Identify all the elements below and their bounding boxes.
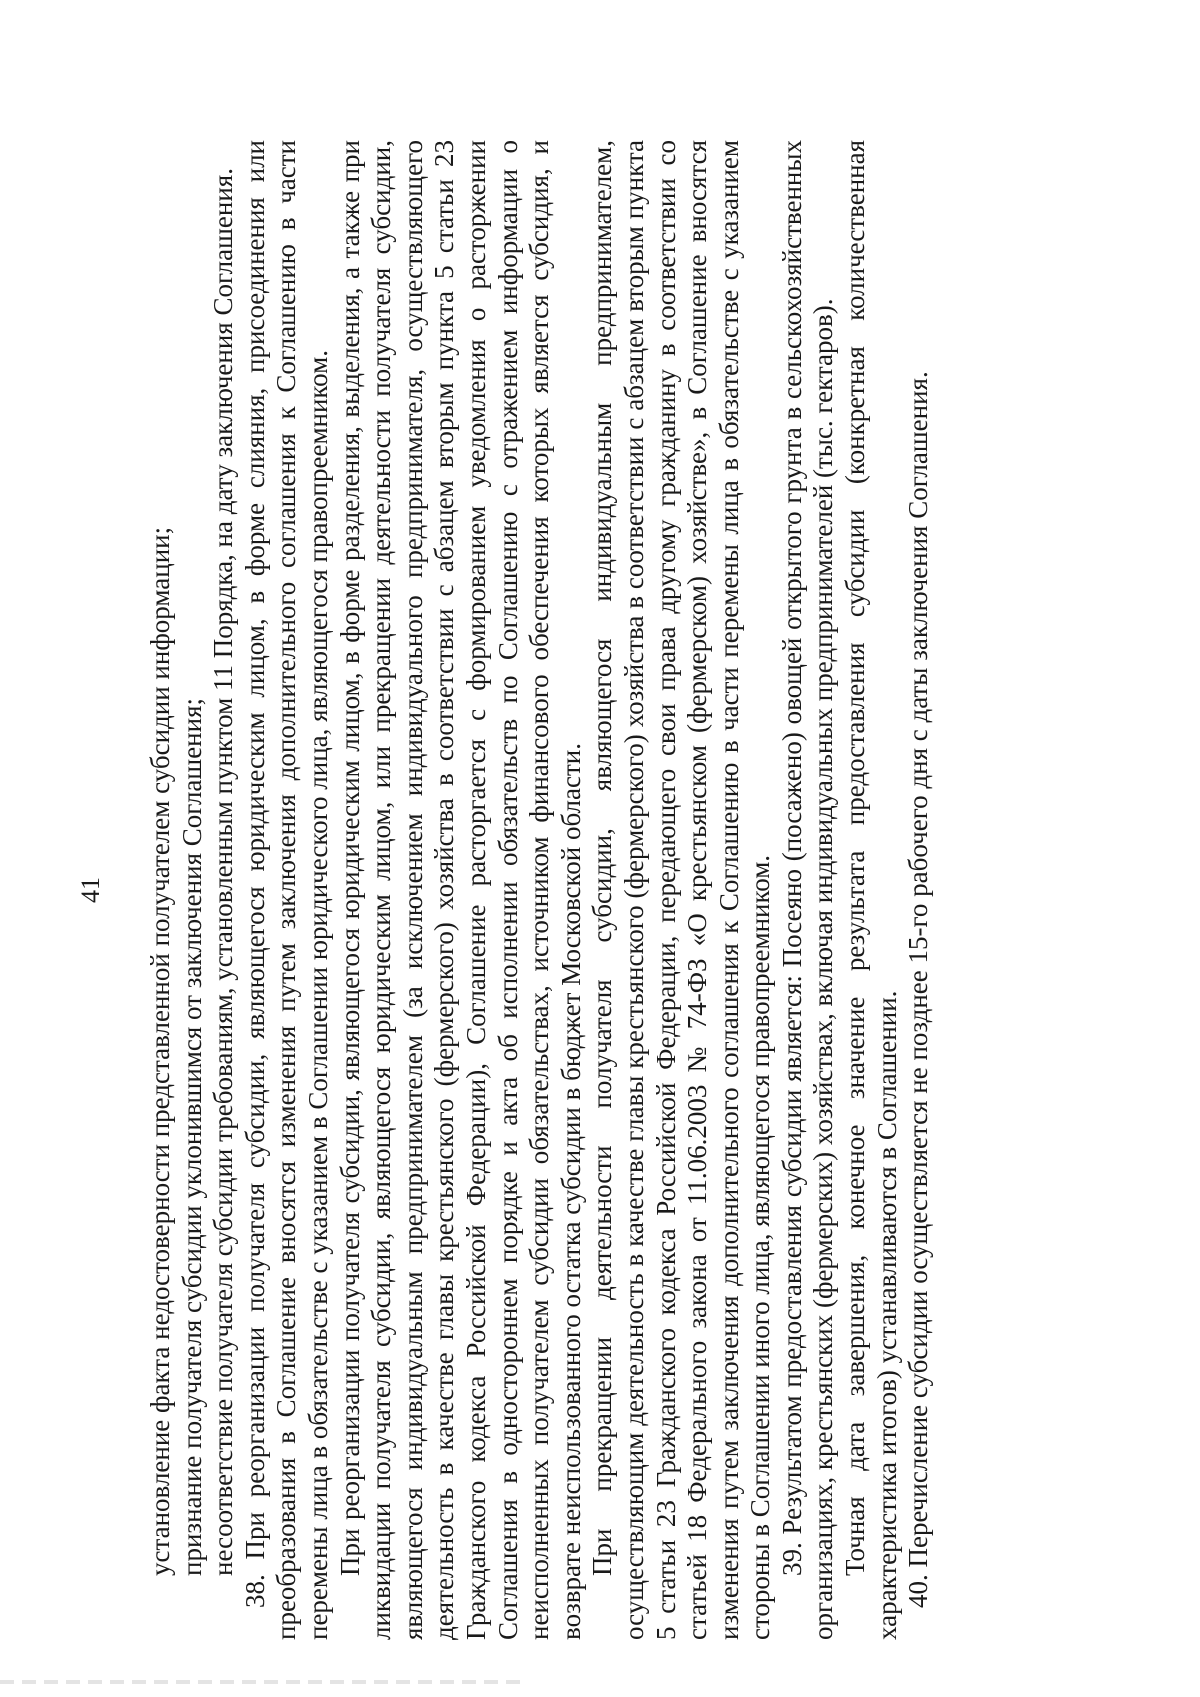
paragraph-item: При прекращении деятельности получателя субсидии, являющегося индивидуальным предпринимателем, осуществляющим деятельность в качестве главы крестьянского (фермерского) хозяйства в соответствии с абзацем вторым пункта 5 статьи 23 Гражданского кодекса Российской Федерации, передающего свои права другому гражданину в соответствии со статьей 18 Федерального закона от 11.06.2003 № 74-ФЗ «О крестьянском (фермерском) хозяйстве», в Соглашение вносятся изменения путем заключения дополнительного соглашения к Соглашению в части перемены лица в обязательстве с указанием стороны в Соглашении иного лица, являющегося правопреемником. bbox=[587, 140, 776, 1640]
scan-artifact-line bbox=[0, 1680, 520, 1684]
rotated-page-content bbox=[76, 140, 1095, 1640]
paragraph-item: При реорганизации получателя субсидии, являющегося юридическим лицом, в форме разделения, выделения, а также при ликвидации получателя субсидии, являющегося юридическим лицом, или прекращении деятельности получателя субсидии, являющегося индивидуальным предпринимателем (за исключением индивидуального предпринимателя, осуществляющего деятельность в качестве главы крестьянского (фермерского) хозяйства в соответствии с абзацем вторым пункта 5 статьи 23 Гражданского кодекса Российской Федерации), Соглашение расторгается с формированием уведомления о расторжении Соглашения в одностороннем порядке и акта об исполнении обязательств по Соглашению с отражением информации о неисполненных получателем субсидии обязательствах, источником финансового обеспечения которых является субсидия, и возврате неиспользованного остатка субсидии в бюджет Московской области. bbox=[334, 140, 586, 1640]
paragraph-item: признание получателя субсидии уклонившимся от заключения Соглашения; bbox=[176, 697, 207, 1576]
page-number: 41 bbox=[76, 877, 105, 903]
paragraph-item: 38. При реорганизации получателя субсидии, являющегося юридическим лицом, в форме слияния, присоединения или преобразования в Соглашение вносятся изменения путем заключения дополнительного соглашения к Соглашению в части перемены лица в обязательстве с указанием в Соглашении юридического лица, являющегося правопреемником. bbox=[239, 140, 333, 1640]
paragraph-item: Точная дата завершения, конечное значение результата предоставления субсидии (конкретная количественная характеристика итогов) устанавливаются в Соглашении. bbox=[840, 140, 902, 1640]
paragraph-item: установление факта недостоверности представленной получателем субсидии информации; bbox=[145, 526, 175, 1576]
paragraph-item: несоответствие получателя субсидии требованиям, установленным пунктом 11 Порядка, на дату заключения Соглашения. bbox=[208, 168, 239, 1576]
paragraph-item: 39. Результатом предоставления субсидии является: Посеяно (посажено) овощей открытого грунта в сельскохозяйственных организациях, крестьянских (фермерских) хозяйствах, включая индивидуальных предпринимателей (тыс. гектаров). bbox=[776, 140, 839, 1640]
document-body bbox=[145, 140, 935, 1640]
paragraph-item: 40. Перечисление субсидии осуществляется не позднее 15-го рабочего дня с даты заключения Соглашения. bbox=[903, 371, 934, 1608]
